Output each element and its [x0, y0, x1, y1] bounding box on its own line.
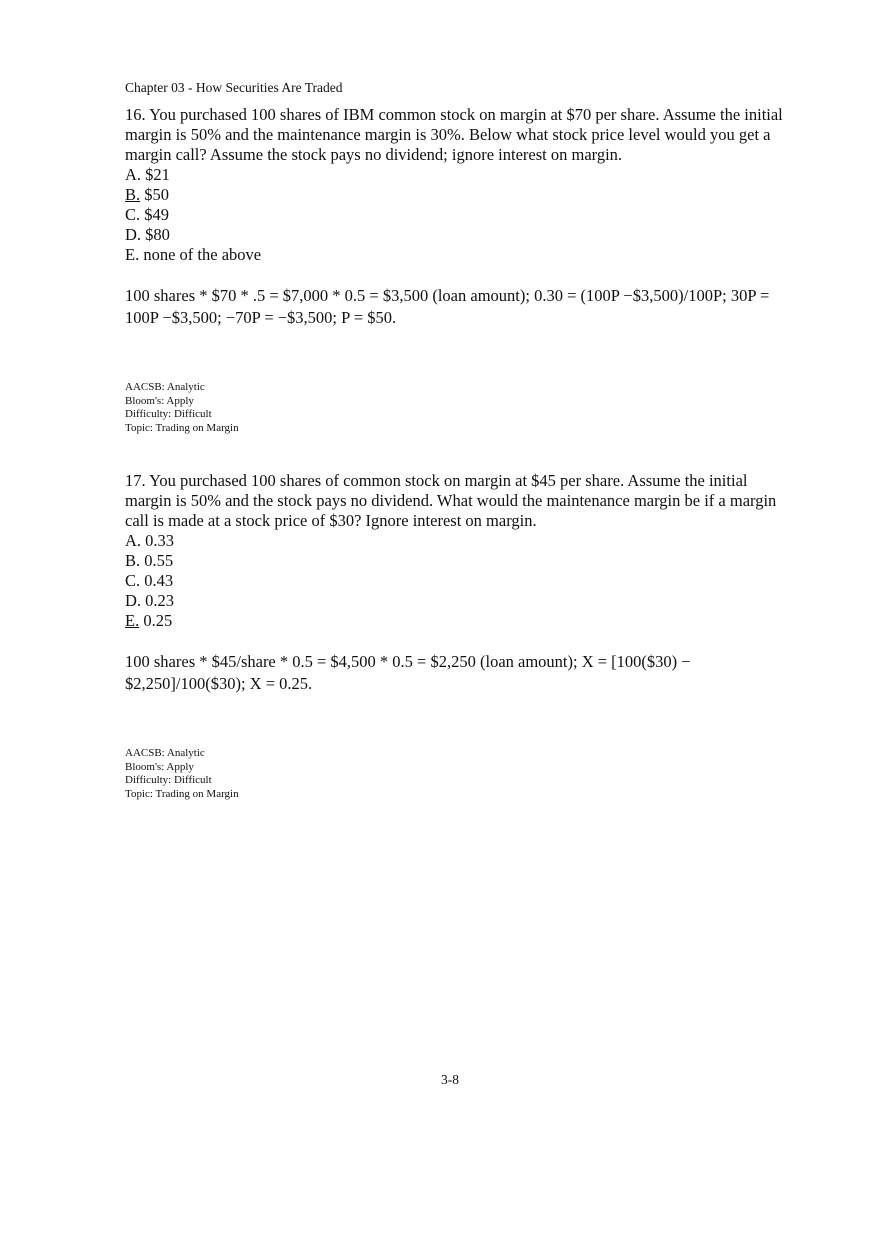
option-b	[125, 551, 790, 571]
option-text: none of the above	[143, 245, 262, 264]
chapter-header: Chapter 03 - How Securities Are Traded	[125, 80, 343, 95]
option-letter: C.	[125, 205, 141, 224]
option-text: 0.33	[145, 531, 175, 550]
meta-topic: Topic: Trading on Margin	[125, 421, 239, 434]
answer-explanation: 100 shares * $45/share * 0.5 = $4,500 * 0.5 = $2,250 (loan amount); X = [100($30) − $2,250]/100($30); X = 0.25.	[125, 652, 691, 693]
meta-aacsb: AACSB: Analytic	[125, 747, 205, 759]
option-d	[125, 225, 790, 245]
option-d	[125, 591, 790, 611]
question-metadata	[125, 381, 790, 435]
meta-topic: Topic: Trading on Margin	[125, 787, 239, 800]
option-a	[125, 531, 790, 551]
option-text: 0.23	[145, 591, 175, 610]
meta-blooms: Bloom's: Apply	[125, 760, 194, 773]
question-17	[125, 471, 790, 801]
option-b	[125, 185, 790, 205]
option-letter: A.	[125, 165, 142, 184]
option-text: $50	[144, 185, 170, 204]
option-letter-correct: E.	[125, 611, 140, 630]
option-a	[125, 165, 790, 185]
question-stem: 17. You purchased 100 shares of common stock on margin at $45 per share. Assume the initial margin is 50% and the stock pays no dividend. What would the maintenance margin be if a margin call is made at a stock price of $30? Ignore interest on margin.	[125, 471, 777, 530]
option-text: $49	[144, 205, 170, 224]
option-e	[125, 611, 790, 631]
option-c	[125, 571, 790, 591]
meta-aacsb: AACSB: Analytic	[125, 381, 205, 393]
question-metadata	[125, 747, 790, 801]
option-text: 0.55	[144, 551, 174, 570]
option-text: $80	[145, 225, 170, 244]
answer-options	[125, 531, 790, 631]
option-letter: B.	[125, 551, 141, 570]
option-text: $21	[145, 165, 170, 184]
option-e	[125, 245, 790, 265]
meta-blooms: Bloom's: Apply	[125, 394, 194, 407]
option-text: 0.25	[143, 611, 173, 630]
option-letter: D.	[125, 591, 142, 610]
option-letter: A.	[125, 531, 142, 550]
meta-difficulty: Difficulty: Difficult	[125, 408, 212, 420]
option-letter: C.	[125, 571, 141, 590]
answer-options	[125, 165, 790, 265]
question-stem: 16. You purchased 100 shares of IBM common stock on margin at $70 per share. Assume the initial margin is 50% and the maintenance margin is 30%. Below what stock price level would you get a margin call? Assume the stock pays no dividend; ignore interest on margin.	[125, 105, 783, 164]
option-text: 0.43	[144, 571, 174, 590]
question-16	[125, 105, 790, 435]
option-letter-correct: B.	[125, 185, 141, 204]
page-number: 3-8	[441, 1072, 459, 1087]
answer-explanation: 100 shares * $70 * .5 = $7,000 * 0.5 = $3,500 (loan amount); 0.30 = (100P −$3,500)/100P; 30P = 100P −$3,500; −70P = −$3,500; P = $50.	[125, 286, 770, 327]
option-c	[125, 205, 790, 225]
meta-difficulty: Difficulty: Difficult	[125, 774, 212, 786]
option-letter: E.	[125, 245, 140, 264]
option-letter: D.	[125, 225, 142, 244]
